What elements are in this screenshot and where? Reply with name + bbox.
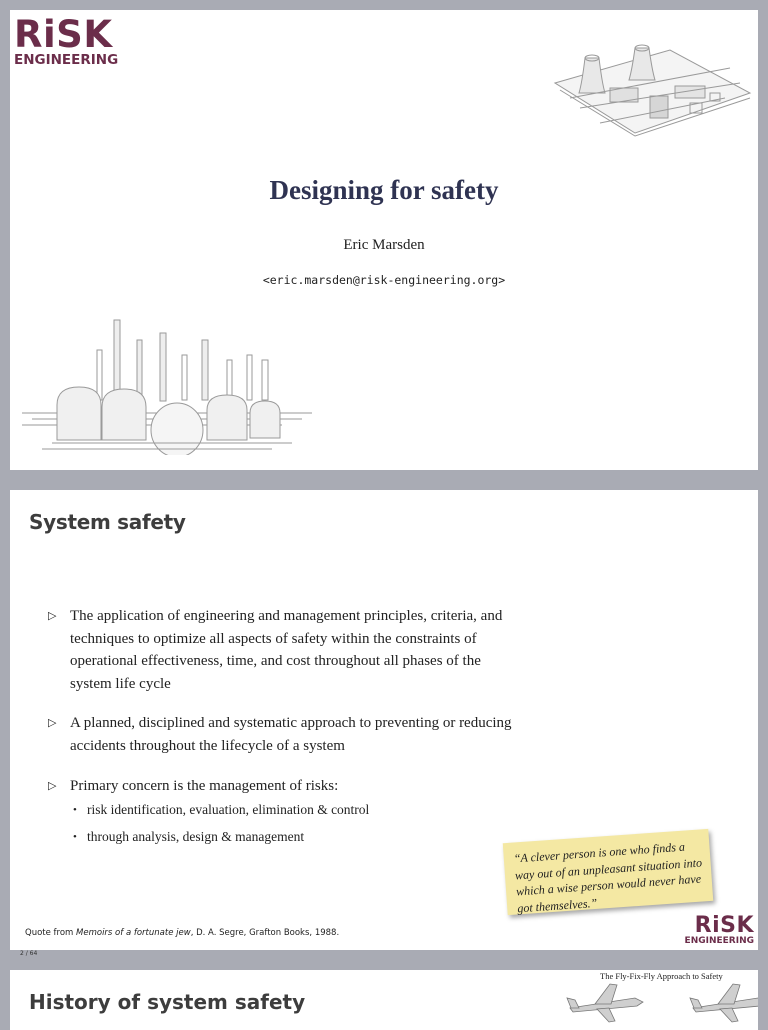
quote-source: [25, 928, 339, 938]
dot-bullet-icon: •: [73, 804, 77, 817]
fighter-jet-icon: [688, 980, 758, 1025]
sub-bullet-text: risk identification, evaluation, elimination & control: [87, 802, 370, 818]
title-slide: [10, 10, 758, 470]
bullet-text: Primary concern is the management of risks:: [70, 777, 339, 794]
triangle-bullet-icon: ▷: [48, 779, 57, 792]
sub-bullet-item: [70, 801, 518, 819]
author-email: <eric.marsden@risk-engineering.org>: [262, 273, 506, 287]
bullet-item: [48, 775, 518, 847]
power-plant-illustration: [550, 38, 755, 148]
sub-bullet-item: [70, 828, 518, 846]
bullet-text: A planned, disciplined and systematic approach to preventing or reducing accidents throughout the lifecycle of a system: [70, 715, 512, 754]
risk-engineering-logo: [14, 13, 119, 68]
bullet-item: [48, 605, 518, 695]
figure-caption: The Fly-Fix-Fly Approach to Safety: [600, 971, 723, 981]
bullet-text: The application of engineering and management principles, criteria, and techniques to optimize all aspects of safety within the constraints of operational effectiveness, time, and cost throughout all phases of the system life cycle: [70, 608, 503, 692]
system-safety-slide: [10, 490, 758, 950]
refinery-illustration: [22, 315, 312, 455]
logo-word: RiSK: [694, 913, 754, 938]
history-slide: [10, 970, 758, 1030]
source-prefix: Quote from: [25, 928, 77, 938]
triangle-bullet-icon: ▷: [48, 610, 57, 622]
slide-heading: System safety: [29, 510, 186, 534]
page-number: 2 / 64: [20, 950, 38, 957]
logo-subtitle: ENGINEERING: [684, 936, 754, 946]
triangle-bullet-icon: ▷: [48, 717, 57, 730]
dot-bullet-icon: •: [73, 831, 77, 844]
sub-bullet-list: [70, 801, 518, 846]
slide-heading: History of system safety: [29, 990, 306, 1014]
bullet-list: [48, 605, 518, 863]
logo-subtitle: ENGINEERING: [14, 52, 119, 68]
logo-word: RiSK: [14, 13, 113, 56]
source-suffix: , D. A. Segre, Grafton Books, 1988.: [190, 928, 340, 938]
quote-sticky-note: “A clever person is one who finds a way out of an unpleasant situation into which a wise person would never have got themselves.”: [503, 829, 714, 915]
source-book-title: Memoirs of a fortunate jew: [76, 928, 191, 938]
risk-engineering-logo: [685, 915, 754, 946]
sub-bullet-text: through analysis, design & management: [87, 829, 305, 845]
presentation-title: Designing for safety: [269, 175, 499, 205]
bullet-item: [48, 712, 518, 757]
fighter-jet-icon: [565, 980, 645, 1025]
author-name: Eric Marsden: [343, 237, 425, 253]
